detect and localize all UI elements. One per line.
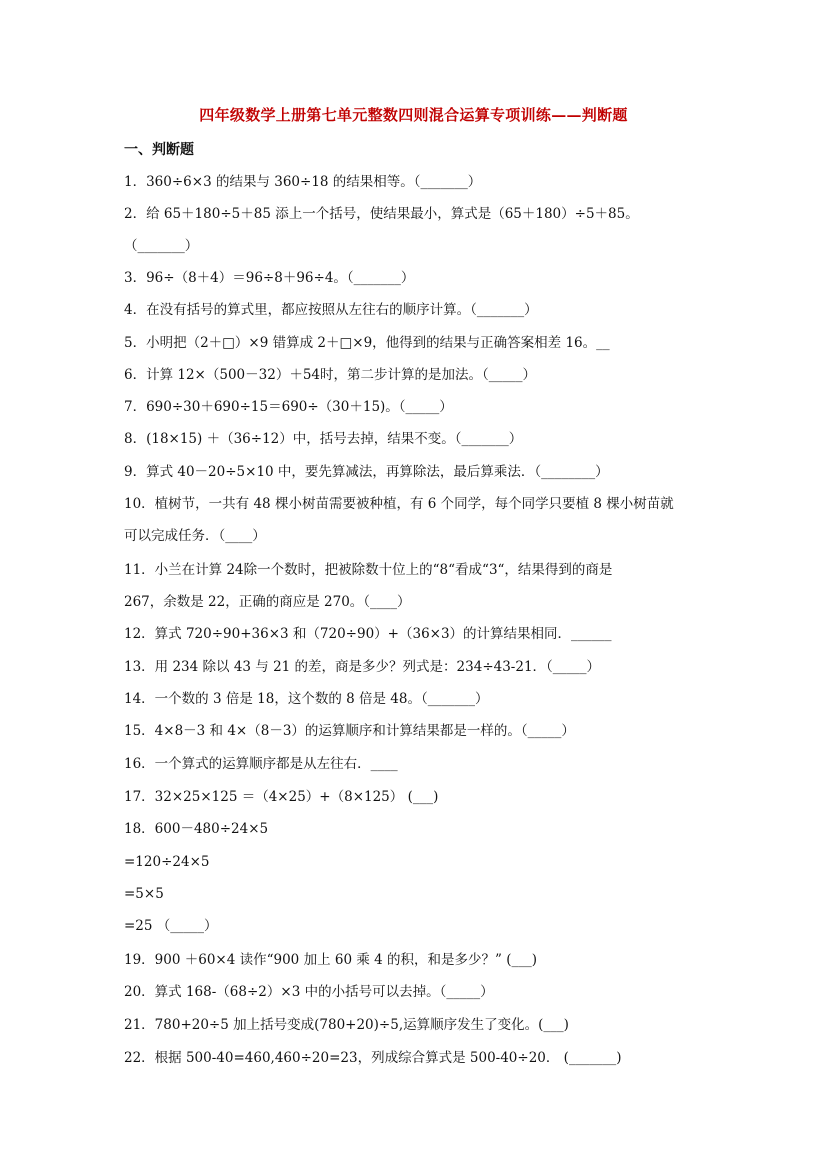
question-line: 267，余数是 22，正确的商应是 270。（____） [124, 594, 411, 610]
question-line: 17．32×25×125 ＝（4×25）+（8×125） (___) [124, 789, 439, 805]
question-line: 18．600－480÷24×5 [124, 821, 269, 837]
question-line: 14．一个数的 3 倍是 18，这个数的 8 倍是 48。（_______） [124, 691, 489, 707]
question-line: 16．一个算式的运算顺序都是从左往右．____ [124, 756, 398, 772]
question-line: 可以完成任务．（____） [124, 528, 266, 544]
question-line: （_______） [124, 238, 199, 254]
question-line: =120÷24×5 [124, 854, 210, 870]
question-line: =5×5 [124, 886, 164, 902]
question-line: 19．900 ＋60×4 读作“900 加上 60 乘 4 的积，和是多少？” (___) [124, 952, 537, 968]
question-line: 15．4×8－3 和 4×（8－3）的运算顺序和计算结果都是一样的。（_____） [124, 723, 575, 739]
question-line: =25 （_____） [124, 918, 218, 934]
section-heading: 一、判断题 [124, 142, 194, 158]
question-line: 7．690÷30＋690÷15＝690÷（30＋15)。（_____） [124, 399, 453, 415]
question-line: 10．植树节，一共有 48 棵小树苗需要被种植，有 6 个同学，每个同学只要植 8 棵小树苗就 [124, 496, 674, 512]
question-line: 1．360÷6×3 的结果与 360÷18 的结果相等。（_______） [124, 174, 482, 190]
question-line: 4．在没有括号的算式里，都应按照从左往右的顺序计算。（_______） [124, 302, 538, 318]
question-line: 22．根据 500-40=460,460÷20=23，列成综合算式是 500-40÷20． (_______) [124, 1050, 622, 1066]
question-line: 8．(18×15) ＋（36÷12）中，括号去掉，结果不变。（_______） [124, 431, 523, 447]
worksheet-title: 四年级数学上册第七单元整数四则混合运算专项训练——判断题 [199, 106, 628, 124]
question-line: 21．780+20÷5 加上括号变成(780+20)÷5,运算顺序发生了变化。(___) [124, 1017, 569, 1033]
question-line: 3．96÷（8＋4）＝96÷8＋96÷4。（_______） [124, 270, 415, 286]
question-line: 5．小明把（2＋□）×9 错算成 2＋□×9，他得到的结果与正确答案相差 16。__ [124, 335, 610, 351]
question-line: 2．给 65＋180÷5＋85 添上一个括号，使结果最小，算式是（65＋180）÷5＋85。 [124, 206, 639, 222]
question-line: 11．小兰在计算 24除一个数时，把被除数十位上的“8“看成“3“，结果得到的商是 [124, 562, 613, 578]
question-line: 9．算式 40－20÷5×10 中，要先算减法，再算除法，最后算乘法．（________） [124, 464, 609, 480]
question-line: 12．算式 720÷90+36×3 和（720÷90）+（36×3）的计算结果相同．______ [124, 626, 612, 642]
question-line: 20．算式 168-（68÷2）×3 中的小括号可以去掉。（_____） [124, 984, 494, 1000]
question-line: 13．用 234 除以 43 与 21 的差，商是多少？列式是：234÷43-21．（_____） [124, 659, 601, 675]
question-line: 6．计算 12×（500－32）＋54时，第二步计算的是加法。（_____） [124, 367, 536, 383]
